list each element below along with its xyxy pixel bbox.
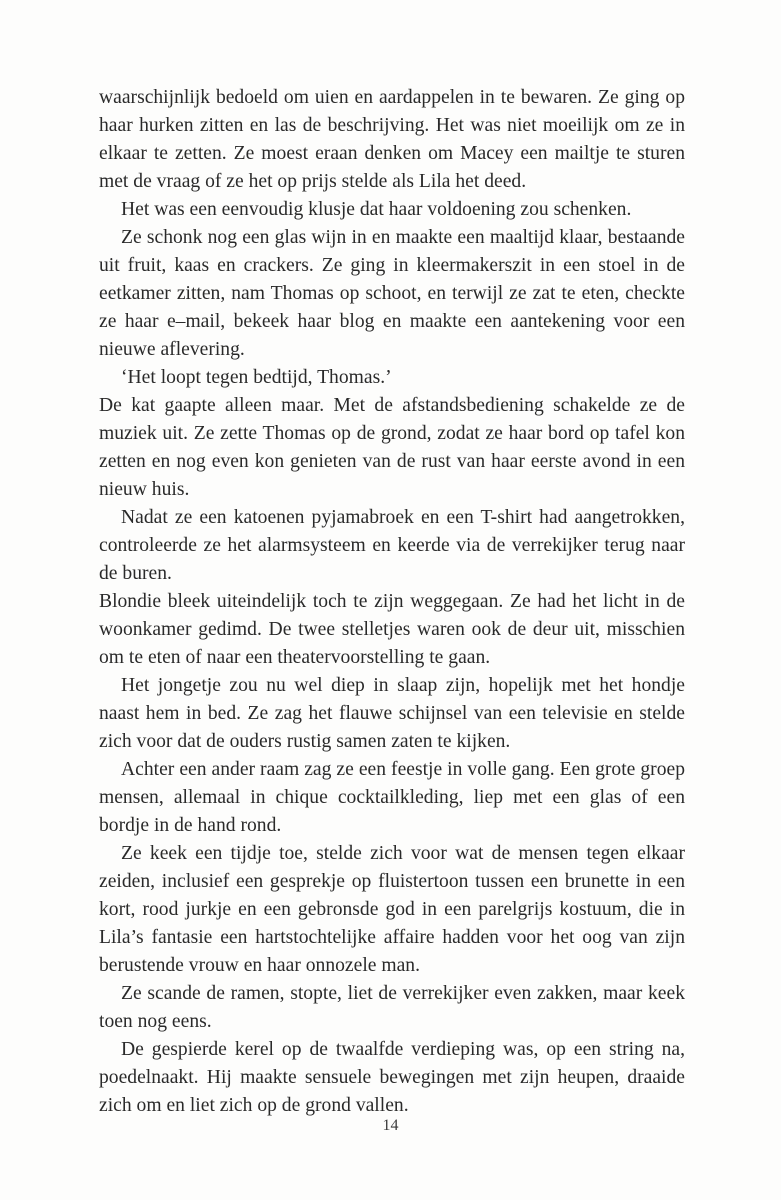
paragraph: De kat gaapte alleen maar. Met de afstandsbediening schakelde ze de muziek uit. Ze zette Thomas op de grond, zodat ze haar bord op tafel kon zetten en nog even kon genieten van de rust van haar eerste avond in een nieuw huis. xyxy=(99,395,685,500)
paragraph: Het jongetje zou nu wel diep in slaap zijn, hopelijk met het hondje naast hem in bed. Ze zag het flauwe schijnsel van een televisie en stelde zich voor dat de ouders rustig samen zaten te kijken. xyxy=(99,675,685,752)
paragraph: Het was een eenvoudig klusje dat haar voldoening zou schenken. xyxy=(121,199,632,220)
paragraph: Nadat ze een katoenen pyjamabroek en een T-shirt had aangetrokken, controleerde ze het alarmsysteem en keerde via de verrekijker terug naar de buren. xyxy=(99,507,685,584)
paragraph: De gespierde kerel op de twaalfde verdieping was, op een string na, poedelnaakt. Hij maakte sensuele bewegingen met zijn heupen, draaide zich om en liet zich op de grond vallen. xyxy=(99,1039,685,1116)
paragraph: Ze scande de ramen, stopte, liet de verrekijker even zakken, maar keek toen nog eens. xyxy=(99,983,685,1032)
body-text xyxy=(99,84,685,1120)
page-number: 14 xyxy=(382,1117,399,1134)
paragraph: waarschijnlijk bedoeld om uien en aardappelen in te bewaren. Ze ging op haar hurken zitten en las de beschrijving. Het was niet moeilijk om ze in elkaar te zetten. Ze moest eraan denken om Macey een mailtje te sturen met de vraag of ze het op prijs stelde als Lila het deed. xyxy=(99,87,685,192)
paragraph: Blondie bleek uiteindelijk toch te zijn weggegaan. Ze had het licht in de woonkamer gedimd. De twee stelletjes waren ook de deur uit, misschien om te eten of naar een theatervoorstelling te gaan. xyxy=(99,591,685,668)
paragraph: Ze schonk nog een glas wijn in en maakte een maaltijd klaar, bestaande uit fruit, kaas en crackers. Ze ging in kleermakerszit in een stoel in de eetkamer zitten, nam Thomas op schoot, en terwijl ze zat te eten, checkte ze haar e–mail, bekeek haar blog en maakte een aantekening voor een nieuwe aflevering. xyxy=(99,227,685,360)
paragraph: Achter een ander raam zag ze een feestje in volle gang. Een grote groep mensen, allemaal in chique cocktailkleding, liep met een glas of een bordje in de hand rond. xyxy=(99,759,685,836)
paragraph: ‘Het loopt tegen bedtijd, Thomas.’ xyxy=(121,367,392,388)
paragraph: Ze keek een tijdje toe, stelde zich voor wat de mensen tegen elkaar zeiden, inclusief een gesprekje op fluistertoon tussen een brunette in een kort, rood jurkje en een gebronsde god in een parelgrijs kostuum, die in Lila’s fantasie een hartstochtelijke affaire hadden voor het oog van zijn berustende vrouw en haar onnozele man. xyxy=(99,843,685,976)
